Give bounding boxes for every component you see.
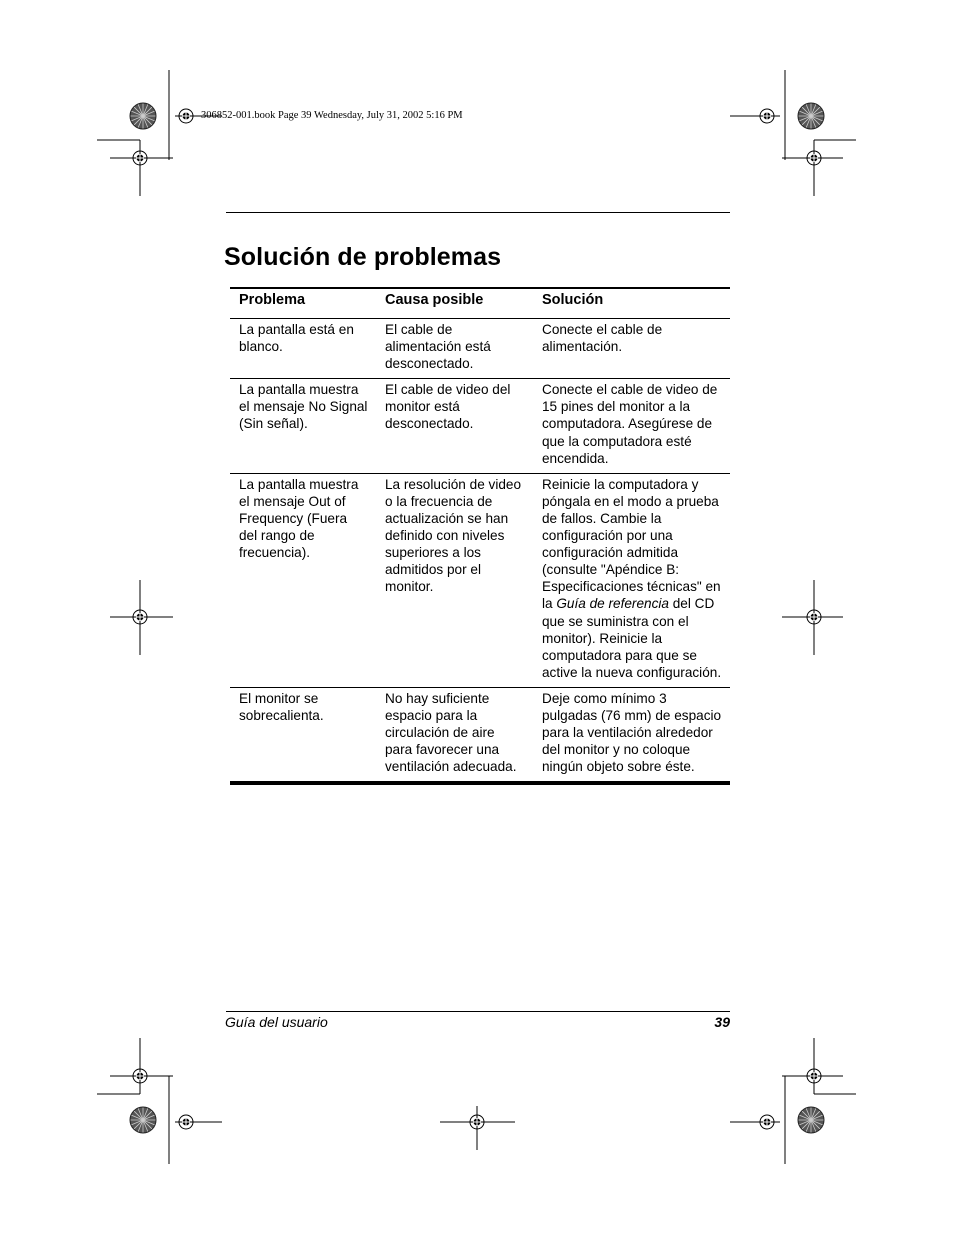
troubleshooting-table — [230, 287, 730, 785]
solution-text: del CD que se suministra con el monitor). Reinicie la computadora para que se active la nueva configuración. — [542, 596, 722, 680]
solution-cell: Conecte el cable de video de 15 pines del monitor a la computadora. Asegúrese de que la computadora esté encendida. — [542, 382, 718, 466]
problem-cell: El monitor se sobrecalienta. — [239, 690, 324, 723]
page-number: 39 — [714, 1014, 730, 1030]
crosshair-mark — [169, 1076, 222, 1164]
starburst-mark — [130, 103, 156, 129]
footer-rule — [226, 1011, 730, 1012]
starburst-mark — [798, 103, 824, 129]
crosshair-mark — [730, 70, 785, 160]
solution-cell: Deje como mínimo 3 pulgadas (76 mm) de espacio para la ventilación alrededor del monitor y no coloque ningún objeto sobre éste. — [542, 690, 722, 775]
cause-cell: La resolución de video o la frecuencia de actualización se han definido con niveles superiores a los admitidos por el monitor. — [385, 476, 522, 595]
problem-cell: La pantalla muestra el mensaje No Signal (Sin señal). — [239, 382, 368, 432]
crosshair-mark — [97, 1038, 173, 1094]
crosshair-mark — [440, 1106, 515, 1150]
crosshair-mark — [782, 1038, 856, 1094]
column-header-problem: Problema — [239, 292, 306, 308]
column-header-solution: Solución — [542, 292, 604, 308]
crosshair-mark — [110, 580, 173, 655]
table-header-row — [230, 288, 730, 319]
print-header: 306852-001.book Page 39 Wednesday, July 31, 2002 5:16 PM — [201, 110, 463, 121]
cause-cell: El cable de video del monitor está desconectado. — [385, 382, 511, 432]
problem-cell: La pantalla muestra el mensaje Out of Frequency (Fuera del rango de frecuencia). — [239, 476, 359, 561]
solution-text: Reinicie la computadora y póngala en el modo a prueba de fallos. Cambie la configuración por una configuración admitida (consulte "Apéndice B: Especificaciones técnicas" en la — [542, 476, 721, 612]
starburst-mark — [798, 1107, 824, 1133]
crosshair-mark — [730, 1076, 785, 1164]
solution-cell — [533, 473, 730, 687]
footer-guide-name: Guía del usuario — [225, 1014, 328, 1030]
page-title: Solución de problemas — [224, 243, 502, 271]
crosshair-mark — [782, 580, 843, 655]
starburst-mark — [130, 1107, 156, 1133]
crosshair-mark — [782, 140, 856, 196]
top-rule — [226, 212, 730, 213]
table-row — [230, 379, 730, 473]
table-row — [230, 473, 730, 687]
table-row — [230, 319, 730, 379]
table-row — [230, 687, 730, 783]
reference-guide-title: Guía de referencia — [556, 596, 669, 612]
solution-cell: Conecte el cable de alimentación. — [542, 322, 663, 355]
cause-cell: El cable de alimentación está desconectado. — [385, 322, 491, 372]
column-header-cause: Causa posible — [385, 292, 484, 308]
crosshair-mark — [97, 140, 173, 196]
cause-cell: No hay suficiente espacio para la circulación de aire para favorecer una ventilación adecuada. — [385, 690, 517, 775]
problem-cell: La pantalla está en blanco. — [239, 322, 354, 355]
troubleshooting-table-container — [230, 287, 730, 785]
